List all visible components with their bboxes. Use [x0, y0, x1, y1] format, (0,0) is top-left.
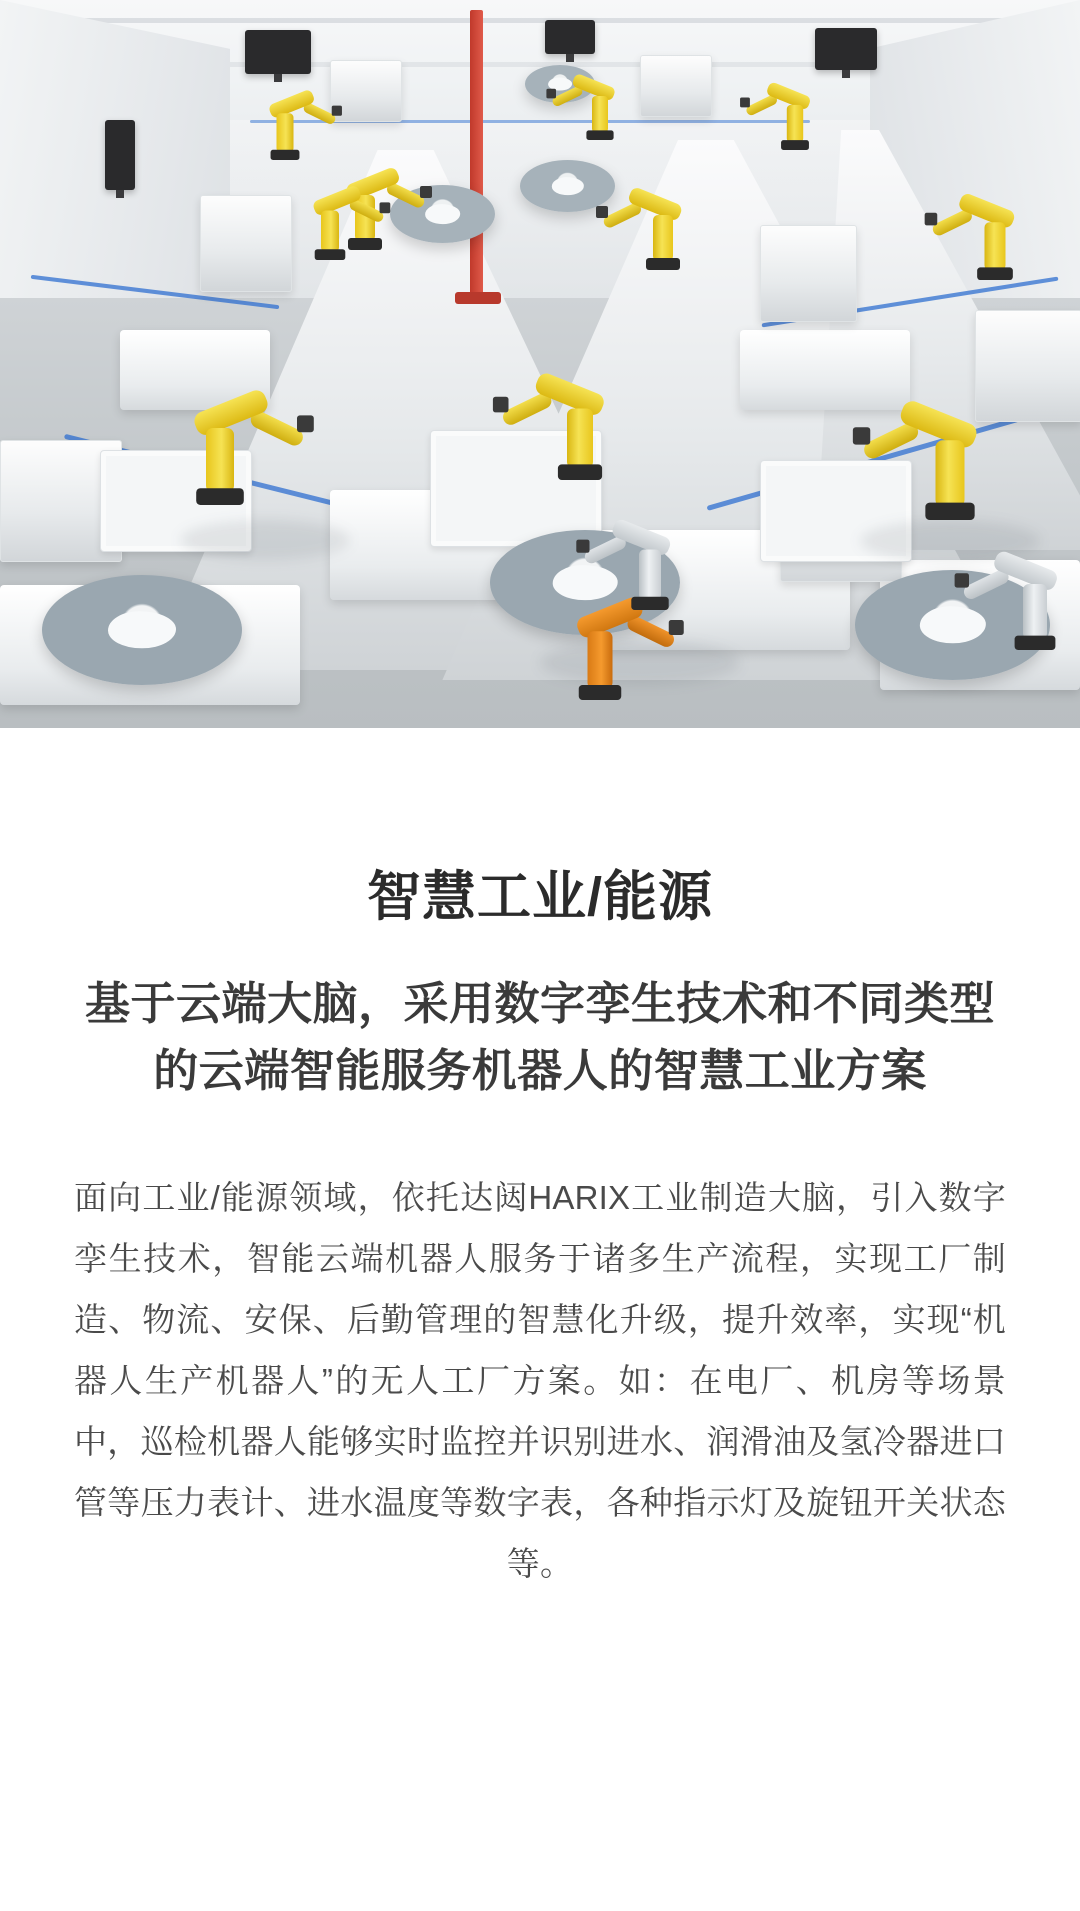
ceiling-beam	[0, 18, 1080, 23]
industrial-robot-arm	[572, 52, 628, 140]
page-title: 智慧工业/能源	[366, 867, 713, 927]
rotary-table	[520, 160, 615, 212]
page-subtitle: 基于云端大脑，采用数字孪生技术和不同类型的云端智能服务机器人的智慧工业方案	[84, 977, 995, 1097]
parts-crate	[640, 55, 712, 117]
industrial-robot-arm	[899, 303, 1001, 521]
monitor-screen	[105, 120, 135, 190]
parts-crate	[200, 195, 292, 292]
parts-crate	[760, 225, 857, 322]
industrial-robot-arm	[535, 285, 626, 480]
monitor-screen	[815, 28, 877, 70]
industrial-robot-arm	[958, 144, 1032, 281]
floor-shadow	[180, 520, 350, 560]
rotary-table	[42, 575, 242, 685]
industrial-robot-arm	[299, 143, 362, 260]
collaborative-robot-arm	[612, 467, 689, 610]
monitor-screen	[545, 20, 595, 54]
article-content	[0, 728, 1080, 1594]
collaborative-robot-arm	[993, 494, 1077, 650]
industrial-robot-arm	[766, 56, 823, 150]
hero-image	[0, 0, 1080, 728]
red-pillar-base	[455, 292, 501, 304]
industrial-robot-arm	[171, 295, 269, 505]
workbench	[740, 330, 910, 410]
red-pillar	[470, 10, 483, 300]
industrial-robot-arm	[628, 140, 698, 270]
body-paragraph: 面向工业/能源领域，依托达闼HARIX工业制造大脑，引入数字孪生技术，智能云端机器人服务于诸多生产流程，实现工厂制造、物流、安保、后勤管理的智慧化升级，提升效率，实现“机器人生产机器人”的无人工厂方案。如：在电厂、机房等场景中，巡检机器人能够实时监控并识别进水、润滑油及氢冷器进口管等压力表计、进水温度等数字表，各种指示灯及旋钮开关状态等。	[74, 1178, 1006, 1583]
